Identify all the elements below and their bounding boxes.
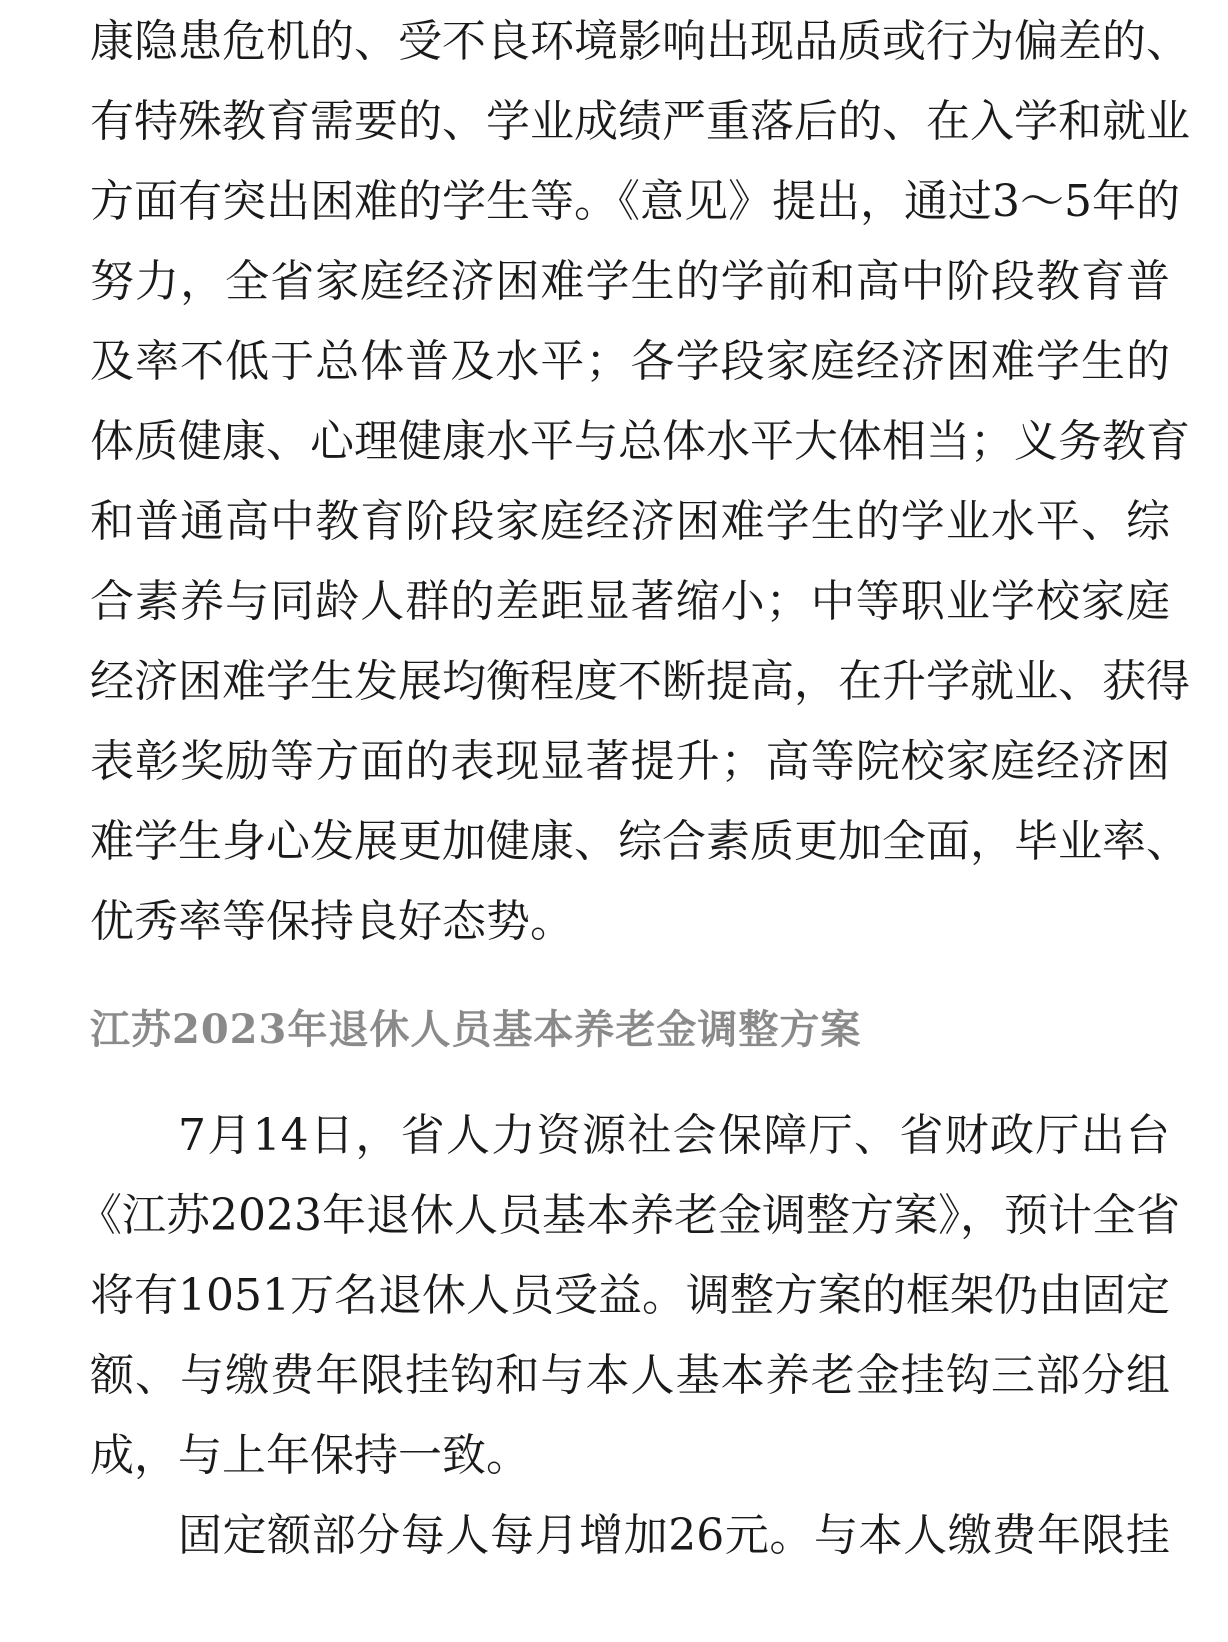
text-line: 及率不低于总体普及水平；各学段家庭经济困难学生的 [90, 336, 1170, 387]
paragraph-1 [90, 2, 1190, 962]
text-line: 合素养与同龄人群的差距显著缩小；中等职业学校家庭 [90, 576, 1170, 627]
paragraph-3 [90, 1496, 1170, 1576]
text-line: 努力，全省家庭经济困难学生的学前和高中阶段教育普 [90, 256, 1170, 307]
text-line: 难学生身心发展更加健康、综合素质更加全面，毕业率、 [90, 816, 1190, 867]
text-line: 7月14日，省人力资源社会保障厅、省财政厅出台 [178, 1110, 1170, 1161]
text-line: 优秀率等保持良好态势。 [90, 896, 574, 947]
text-line: 额、与缴费年限挂钩和与本人基本养老金挂钩三部分组 [90, 1350, 1170, 1401]
text-line: 成，与上年保持一致。 [90, 1430, 530, 1481]
text-line: 固定额部分每人每月增加26元。与本人缴费年限挂 [178, 1510, 1170, 1561]
text-line: 有特殊教育需要的、学业成绩严重落后的、在入学和就业 [90, 96, 1190, 147]
text-line: 经济困难学生发展均衡程度不断提高，在升学就业、获得 [90, 656, 1190, 707]
text-line: 体质健康、心理健康水平与总体水平大体相当；义务教育 [90, 416, 1190, 467]
text-line: 表彰奖励等方面的表现显著提升；高等院校家庭经济困 [90, 736, 1170, 787]
section-heading: 江苏2023年退休人员基本养老金调整方案 [90, 1006, 862, 1053]
text-line: 康隐患危机的、受不良环境影响出现品质或行为偏差的、 [90, 16, 1190, 67]
text-line: 方面有突出困难的学生等。《意见》提出，通过3～5年的 [90, 176, 1180, 227]
text-line: 《江苏2023年退休人员基本养老金调整方案》，预计全省 [78, 1190, 1180, 1241]
text-line: 将有1051万名退休人员受益。调整方案的框架仍由固定 [90, 1270, 1170, 1321]
paragraph-2 [78, 1096, 1180, 1496]
text-line: 和普通高中教育阶段家庭经济困难学生的学业水平、综 [90, 496, 1170, 547]
